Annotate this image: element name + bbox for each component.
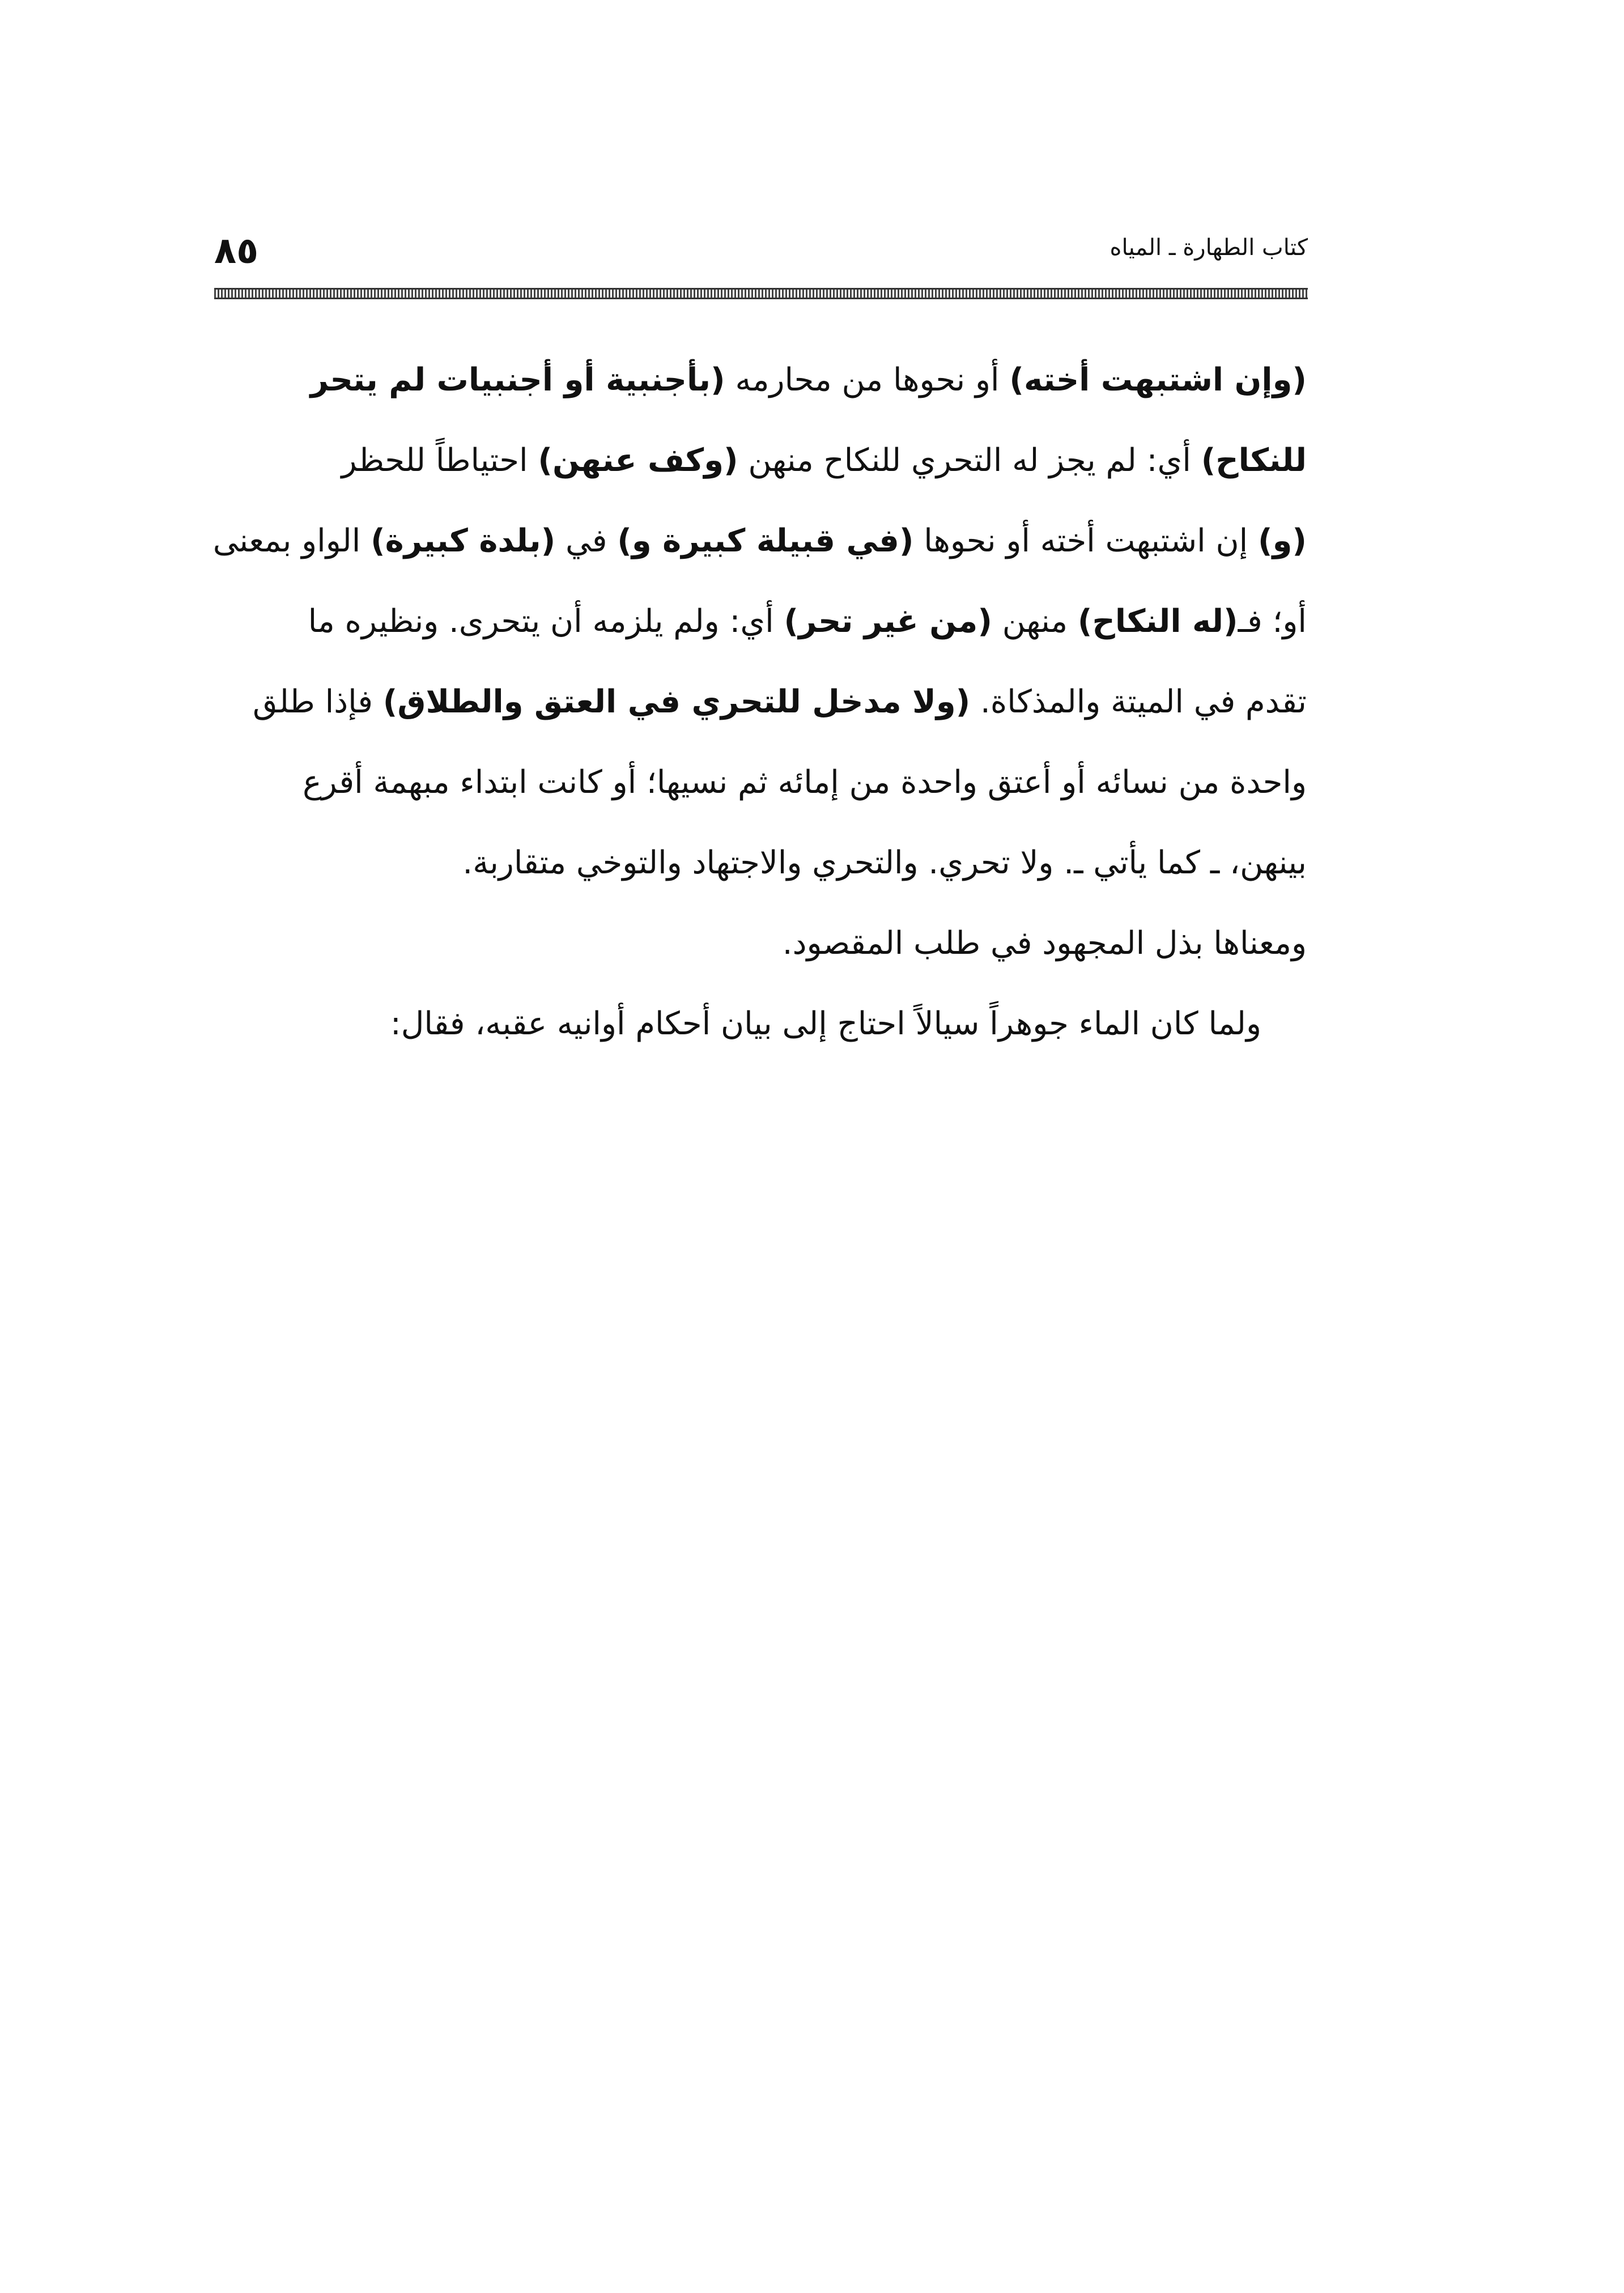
text-line-7 (230, 823, 1307, 903)
plain-segment: منهن (992, 603, 1078, 640)
running-title: كتاب الطهارة ـ المياه (1109, 235, 1308, 261)
bold-segment: (له النكاح) (1077, 603, 1238, 640)
page-header (214, 224, 1308, 275)
plain-segment: ومعناها بذل المجهود في طلب المقصود. (782, 925, 1307, 962)
text-line-9: ولما كان الماء جوهراً سيالاً احتاج إلى بيان أحكام أوانيه عقبه، فقال: (390, 1005, 1261, 1042)
plain-segment: في (555, 523, 618, 559)
plain-segment: إن اشتبهت أخته أو نحوها (913, 523, 1258, 559)
plain-segment: أي: لم يجز له التحري للنكاح منهن (738, 442, 1201, 479)
text-line-2 (230, 421, 1307, 501)
bold-segment: (وكف عنهن) (538, 442, 738, 479)
bold-segment: للنكاح) (1201, 442, 1307, 479)
bold-segment: (من غير تحر) (784, 603, 992, 640)
plain-segment: تقدم في الميتة والمذكاة. (970, 683, 1307, 720)
plain-segment: بينهن، ـ كما يأتي ـ. ولا تحري. والتحري والاجتهاد والتوخي متقاربة. (462, 844, 1307, 881)
page-number: ٨٥ (214, 230, 259, 272)
plain-segment: أي: ولم يلزمه أن يتحرى. ونظيره ما (308, 603, 784, 640)
paragraph-2 (230, 984, 1307, 1064)
bold-segment: (وإن اشتبهت أخته) (1009, 362, 1307, 398)
plain-segment: أو نحوها من محارمه (725, 362, 1010, 398)
paragraph-1 (212, 340, 1307, 984)
header-rule (214, 288, 1308, 299)
text-line-8 (230, 903, 1307, 984)
bold-segment: (بأجنبية أو أجنبيات لم يتحر (310, 362, 725, 398)
bold-segment: (ولا مدخل للتحري في العتق والطلاق) (382, 683, 971, 720)
text-line-3 (212, 501, 1307, 581)
text-line-4 (230, 581, 1307, 662)
plain-segment: فإذا طلق (253, 683, 383, 720)
plain-segment: أو؛ فـ (1238, 603, 1307, 640)
text-line-6 (230, 742, 1307, 823)
bold-segment: (بلدة كبيرة) (371, 523, 556, 559)
plain-segment: واحدة من نسائه أو أعتق واحدة من إمائه ثم نسيها؛ أو كانت ابتداء مبهمة أقرع (303, 764, 1307, 801)
bold-segment: (و) (1258, 523, 1307, 559)
plain-segment: احتياطاً للحظر (341, 442, 538, 479)
text-line-1 (230, 340, 1307, 421)
body-text (212, 340, 1307, 1064)
text-line-5 (230, 662, 1307, 742)
bold-segment: (في قبيلة كبيرة و) (617, 523, 914, 559)
plain-segment: الواو بمعنى (212, 523, 371, 559)
